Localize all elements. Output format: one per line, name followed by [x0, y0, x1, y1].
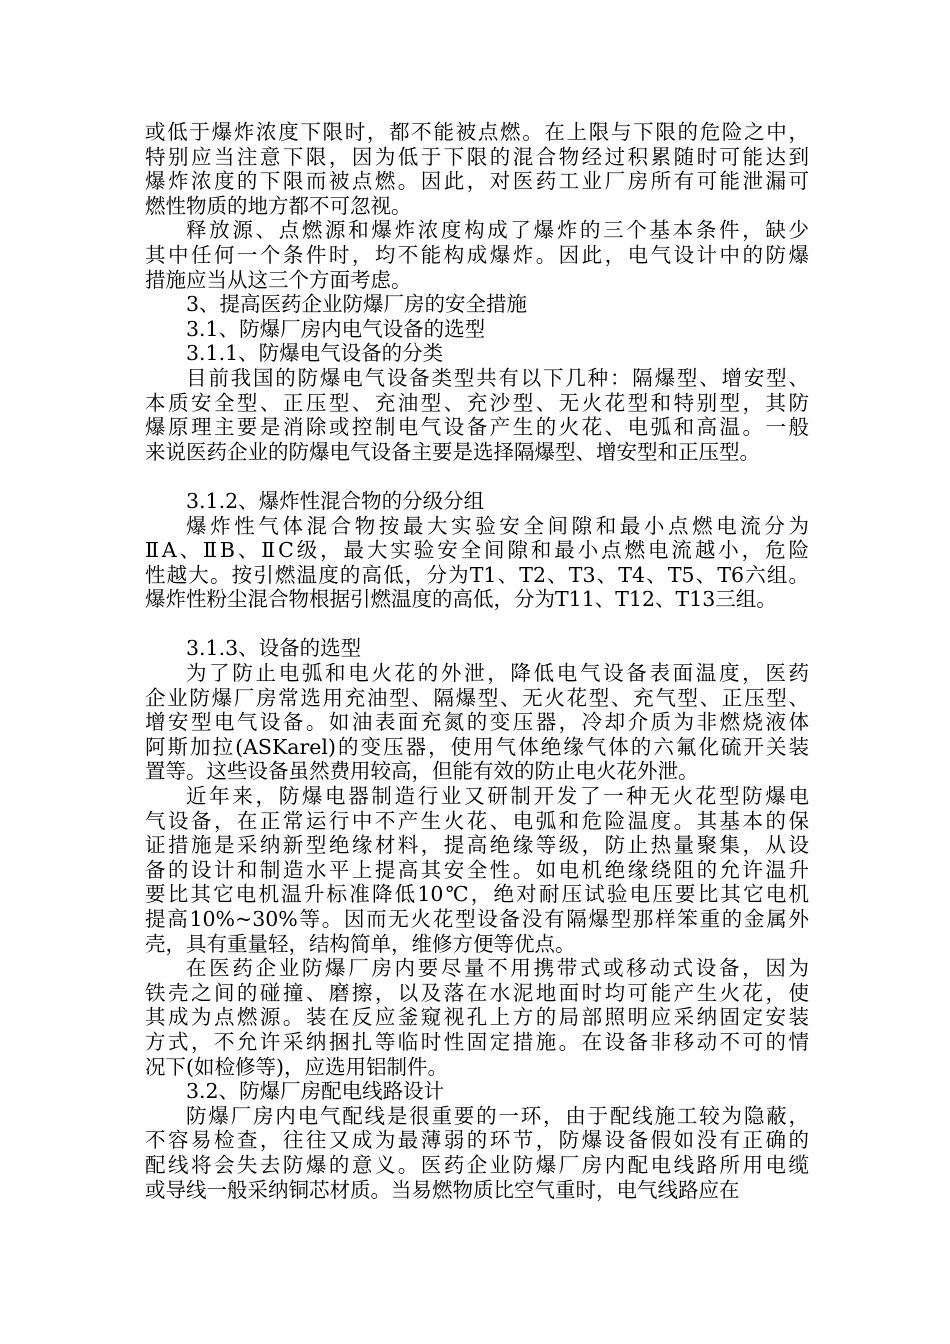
text-line: 爆炸浓度的下限而被点燃。因此，对医药工业厂房所有可能泄漏可	[145, 169, 809, 194]
text-line: 配线将会失去防爆的意义。医药企业防爆厂房内配电线路所用电缆	[145, 1152, 809, 1177]
text-line: 气设备，在正常运行中不产生火花、电弧和危险温度。其基本的保	[145, 808, 809, 833]
paragraph	[145, 489, 809, 514]
paragraph-gap	[145, 612, 809, 637]
text-line: 方式，不允许采纳捆扎等临时性固定措施。在设备非移动不可的情	[145, 1029, 809, 1054]
text-line: 3.1.1、防爆电气设备的分类	[186, 341, 444, 366]
document-body	[145, 120, 809, 1202]
paragraph	[145, 661, 809, 784]
paragraph	[145, 218, 809, 292]
text-line: 3.1.2、爆炸性混合物的分级分组	[186, 488, 485, 513]
text-line: 爆原理主要是消除或控制电气设备产生的火花、电弧和高温。一般	[145, 415, 809, 440]
paragraph	[145, 1079, 809, 1104]
paragraph	[145, 1104, 809, 1202]
paragraph	[145, 317, 809, 342]
paragraph	[145, 292, 809, 317]
paragraph	[145, 514, 809, 612]
text-line: 其成为点燃源。装在反应釜窥视孔上方的局部照明应采纳固定安装	[145, 1005, 809, 1030]
text-line: 爆炸性粉尘混合物根据引燃温度的高低，分为T11、T12、T13三组。	[145, 587, 777, 612]
text-line: 要比其它电机温升标准降低10℃，绝对耐压试验电压要比其它电机	[145, 882, 809, 907]
text-line: 本质安全型、正压型、充油型、充沙型、无火花型和特别型，其防	[145, 390, 809, 415]
text-line: 况下(如检修等)，应选用铝制件。	[145, 1054, 448, 1079]
text-line: 来说医药企业的防爆电气设备主要是选择隔爆型、增安型和正压型。	[145, 439, 760, 464]
text-line: 壳，具有重量轻，结构简单，维修方便等优点。	[145, 931, 576, 956]
text-line: 目前我国的防爆电气设备类型共有以下几种：隔爆型、增安型、	[186, 365, 809, 390]
text-line: 备的设计和制造水平上提高其安全性。如电机绝缘绕阻的允许温升	[145, 857, 809, 882]
text-line: 其中任何一个条件时，均不能构成爆炸。因此，电气设计中的防爆	[145, 242, 809, 267]
text-line: 置等。这些设备虽然费用较高，但能有效的防止电火花外泄。	[145, 759, 699, 784]
text-line: 3.2、防爆厂房配电线路设计	[186, 1079, 445, 1104]
text-line: 特别应当注意下限，因为低于下限的混合物经过积累随时可能达到	[145, 144, 809, 169]
text-line: 为了防止电弧和电火花的外泄，降低电气设备表面温度，医药	[186, 661, 809, 686]
text-line: 燃性物质的地方都不可忽视。	[145, 193, 412, 218]
text-line: 提高10%~30%等。因而无火花型设备没有隔爆型那样笨重的金属外	[145, 907, 809, 931]
text-line: 或导线一般采纳铜芯材质。当易燃物质比空气重时，电气线路应在	[145, 1177, 740, 1202]
paragraph	[145, 636, 809, 661]
paragraph	[145, 120, 809, 218]
paragraph	[145, 341, 809, 366]
text-line: 性越大。按引燃温度的高低，分为T1、T2、T3、T4、T5、T6六组。	[145, 562, 809, 587]
text-line: 释放源、点燃源和爆炸浓度构成了爆炸的三个基本条件，缺少	[186, 218, 809, 243]
text-line: 企业防爆厂房常选用充油型、隔爆型、无火花型、充气型、正压型、	[145, 685, 809, 710]
text-line: 在医药企业防爆厂房内要尽量不用携带式或移动式设备，因为	[186, 956, 809, 981]
text-line: 增安型电气设备。如油表面充氮的变压器，冷却介质为非燃烧液体	[145, 710, 809, 735]
text-line: 措施应当从这三个方面考虑。	[145, 267, 412, 292]
text-line: 或低于爆炸浓度下限时，都不能被点燃。在上限与下限的危险之中，	[145, 120, 809, 144]
text-line: 3.1、防爆厂房内电气设备的选型	[186, 316, 486, 341]
paragraph	[145, 366, 809, 464]
paragraph	[145, 784, 809, 956]
text-line: 阿斯加拉(ASKarel)的变压器，使用气体绝缘气体的六氟化硫开关装	[145, 734, 809, 759]
text-line: 不容易检查，往往又成为最薄弱的环节，防爆设备假如没有正确的	[145, 1128, 809, 1153]
text-line: 证措施是采纳新型绝缘材料，提高绝缘等级，防止热量聚集，从设	[145, 833, 809, 858]
paragraph	[145, 956, 809, 1079]
text-line: 爆炸性气体混合物按最大实验安全间隙和最小点燃电流分为	[186, 513, 809, 538]
text-line: ⅡA、ⅡB、ⅡC级，最大实验安全间隙和最小点燃电流越小，危险	[145, 538, 809, 563]
text-line: 防爆厂房内电气配线是很重要的一环，由于配线施工较为隐蔽，	[186, 1103, 809, 1128]
text-line: 铁壳之间的碰撞、磨擦，以及落在水泥地面时均可能产生火花，使	[145, 980, 809, 1005]
text-line: 3、提高医药企业防爆厂房的安全措施	[186, 292, 528, 317]
paragraph-gap	[145, 464, 809, 489]
text-line: 3.1.3、设备的选型	[186, 636, 362, 661]
text-line: 近年来，防爆电器制造行业又研制开发了一种无火花型防爆电	[186, 784, 809, 809]
